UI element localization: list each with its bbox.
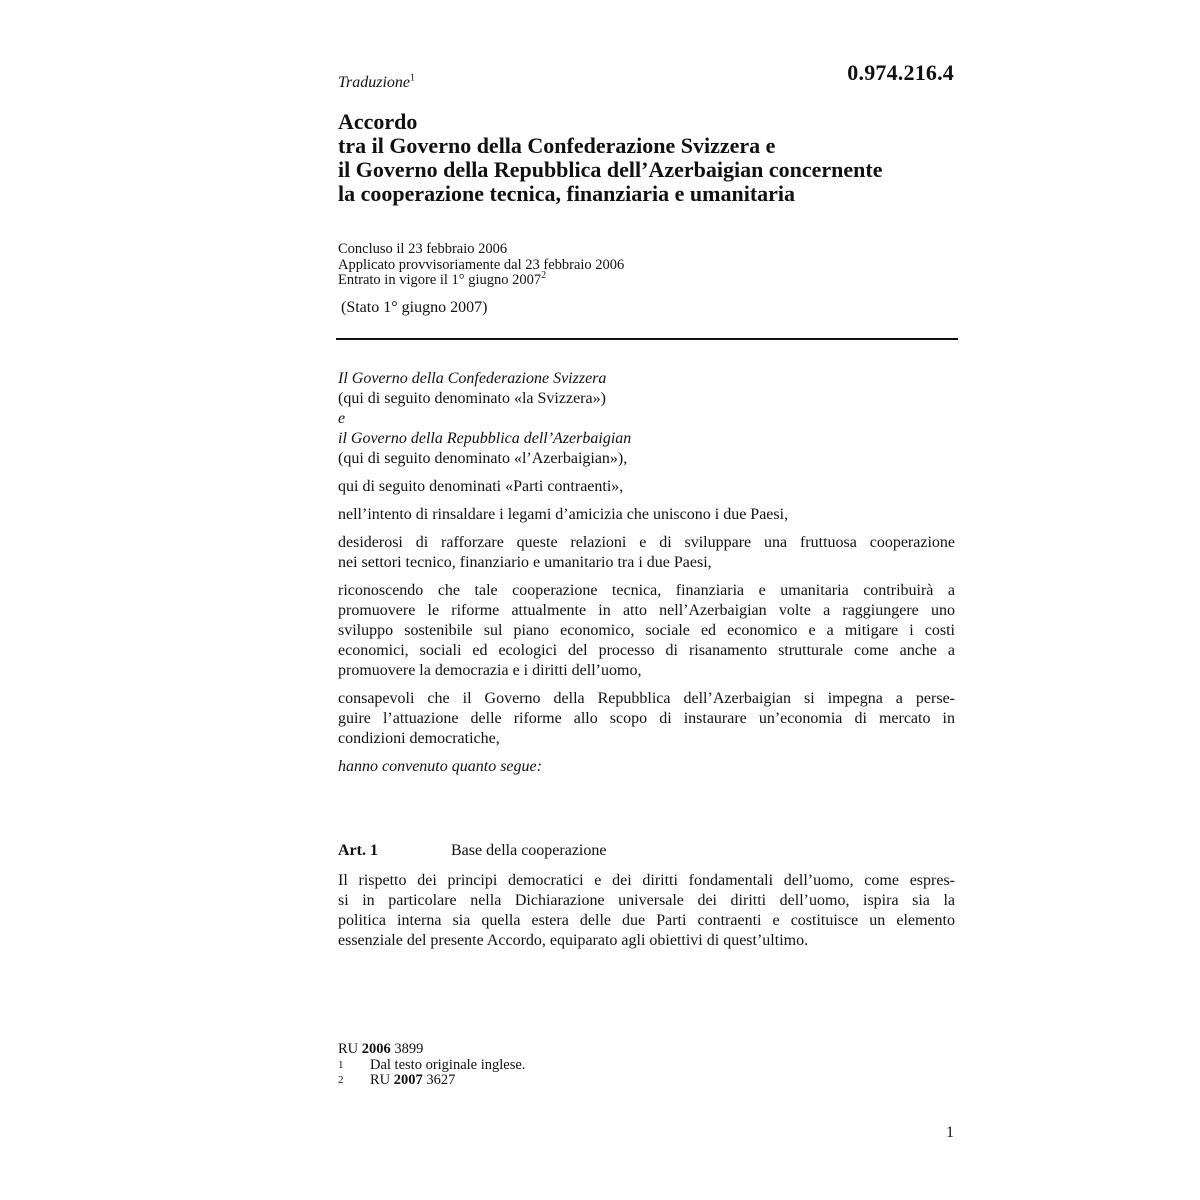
- ru-reference: [338, 1042, 525, 1058]
- preamble-clause-1: nell’intento di rinsaldare i legami d’amicizia che uniscono i due Paesi,: [338, 506, 789, 523]
- translation-label: [338, 74, 415, 92]
- clause-line: desiderosi di rafforzare queste relazioni e di sviluppare una fruttuosa cooperazione: [338, 534, 955, 551]
- footnote-ref-1: 1: [410, 72, 416, 84]
- title-line: la cooperazione tecnica, finanziaria e umanitaria: [338, 181, 796, 206]
- clause-line: promuovere la democrazia e i diritti dell’uomo,: [338, 662, 642, 679]
- clause-line: sviluppo sostenibile sul piano economico, sociale ed economico e a mitigare i costi: [338, 622, 955, 639]
- clause-line: consapevoli che il Governo della Repubblica dell’Azerbaigian si impegna a perse-: [338, 690, 955, 707]
- ru-prefix: RU: [338, 1041, 359, 1057]
- title-line: il Governo della Repubblica dell’Azerbaigian concernente: [338, 157, 883, 182]
- article-line: si in particolare nella Dichiarazione universale dei diritti dell’uomo, ispira sia la: [338, 892, 955, 909]
- article-1-body: [338, 871, 955, 951]
- sr-number: 0.974.216.4: [847, 60, 954, 85]
- clause-line: economici, sociali ed ecologici del processo di risanamento strutturale come anche a: [338, 642, 955, 659]
- footer-notes: [338, 1042, 525, 1089]
- in-force-date: [338, 270, 624, 289]
- in-force-text: Entrato in vigore il 1° giugno 2007: [338, 272, 542, 288]
- article-line: essenziale del presente Accordo, equiparato agli obiettivi di quest’ultimo.: [338, 932, 809, 949]
- article-title: Base della cooperazione: [451, 842, 607, 859]
- footnote-text: Dal testo originale inglese.: [370, 1056, 526, 1073]
- party-2: il Governo della Repubblica dell’Azerbaigian: [338, 430, 632, 447]
- clause-line: promuovere le riforme attualmente in atto nell’Azerbaigian volte a raggiungere uno: [338, 602, 955, 619]
- clause-line: nei settori tecnico, finanziario e umanitario tra i due Paesi,: [338, 554, 712, 571]
- conjunction: e: [338, 410, 346, 427]
- footnote-number: 1: [338, 1058, 344, 1071]
- document-title: [338, 110, 978, 206]
- dates-block: [338, 242, 624, 289]
- party-1-alias: (qui di seguito denominato «la Svizzera»): [338, 390, 606, 407]
- article-line: politica interna sia quella estera delle due Parti contraenti e costituisce un elemento: [338, 912, 955, 929]
- party-1: Il Governo della Confederazione Svizzera: [338, 370, 607, 387]
- parties-alias: qui di seguito denominati «Parti contraenti»,: [338, 478, 624, 495]
- page-number: 1: [946, 1124, 954, 1141]
- concluded-date: Concluso il 23 febbraio 2006: [338, 241, 508, 257]
- preamble-clause-4: [338, 689, 955, 749]
- clause-line: guire l’attuazione delle riforme allo scopo di instaurare un’economia di mercato in: [338, 710, 955, 727]
- ru-page: 3899: [394, 1041, 424, 1057]
- article-1-heading: [338, 842, 606, 860]
- agreed-clause: hanno convenuto quanto segue:: [338, 758, 542, 775]
- footnote-ru-prefix: RU: [370, 1072, 391, 1088]
- footnote-ru-page: 3627: [426, 1072, 456, 1088]
- party-2-alias: (qui di seguito denominato «l’Azerbaigian»),: [338, 450, 628, 467]
- footnote-2: [338, 1073, 525, 1089]
- translation-label-text: Traduzione: [338, 74, 411, 91]
- ru-year: 2006: [361, 1041, 391, 1057]
- article-line: Il rispetto dei principi democratici e dei diritti fondamentali dell’uomo, come espres-: [338, 872, 955, 889]
- article-number: Art. 1: [338, 842, 378, 859]
- footnote-ref-2: 2: [541, 270, 547, 282]
- preamble-clause-3: [338, 581, 955, 681]
- title-line: Accordo: [338, 109, 418, 134]
- preamble: [338, 369, 955, 777]
- footnote-number: 2: [338, 1074, 344, 1086]
- clause-line: condizioni democratiche,: [338, 730, 500, 747]
- title-line: tra il Governo della Confederazione Svizzera e: [338, 133, 776, 158]
- provisional-date: Applicato provvisoriamente dal 23 febbraio 2006: [338, 256, 625, 273]
- footnote-ru-year: 2007: [393, 1072, 423, 1088]
- footnote-1: [338, 1058, 525, 1074]
- status-date: (Stato 1° giugno 2007): [341, 299, 488, 316]
- horizontal-rule: [336, 338, 958, 340]
- preamble-clause-2: [338, 533, 955, 573]
- clause-line: riconoscendo che tale cooperazione tecnica, finanziaria e umanitaria contribuirà a: [338, 582, 955, 599]
